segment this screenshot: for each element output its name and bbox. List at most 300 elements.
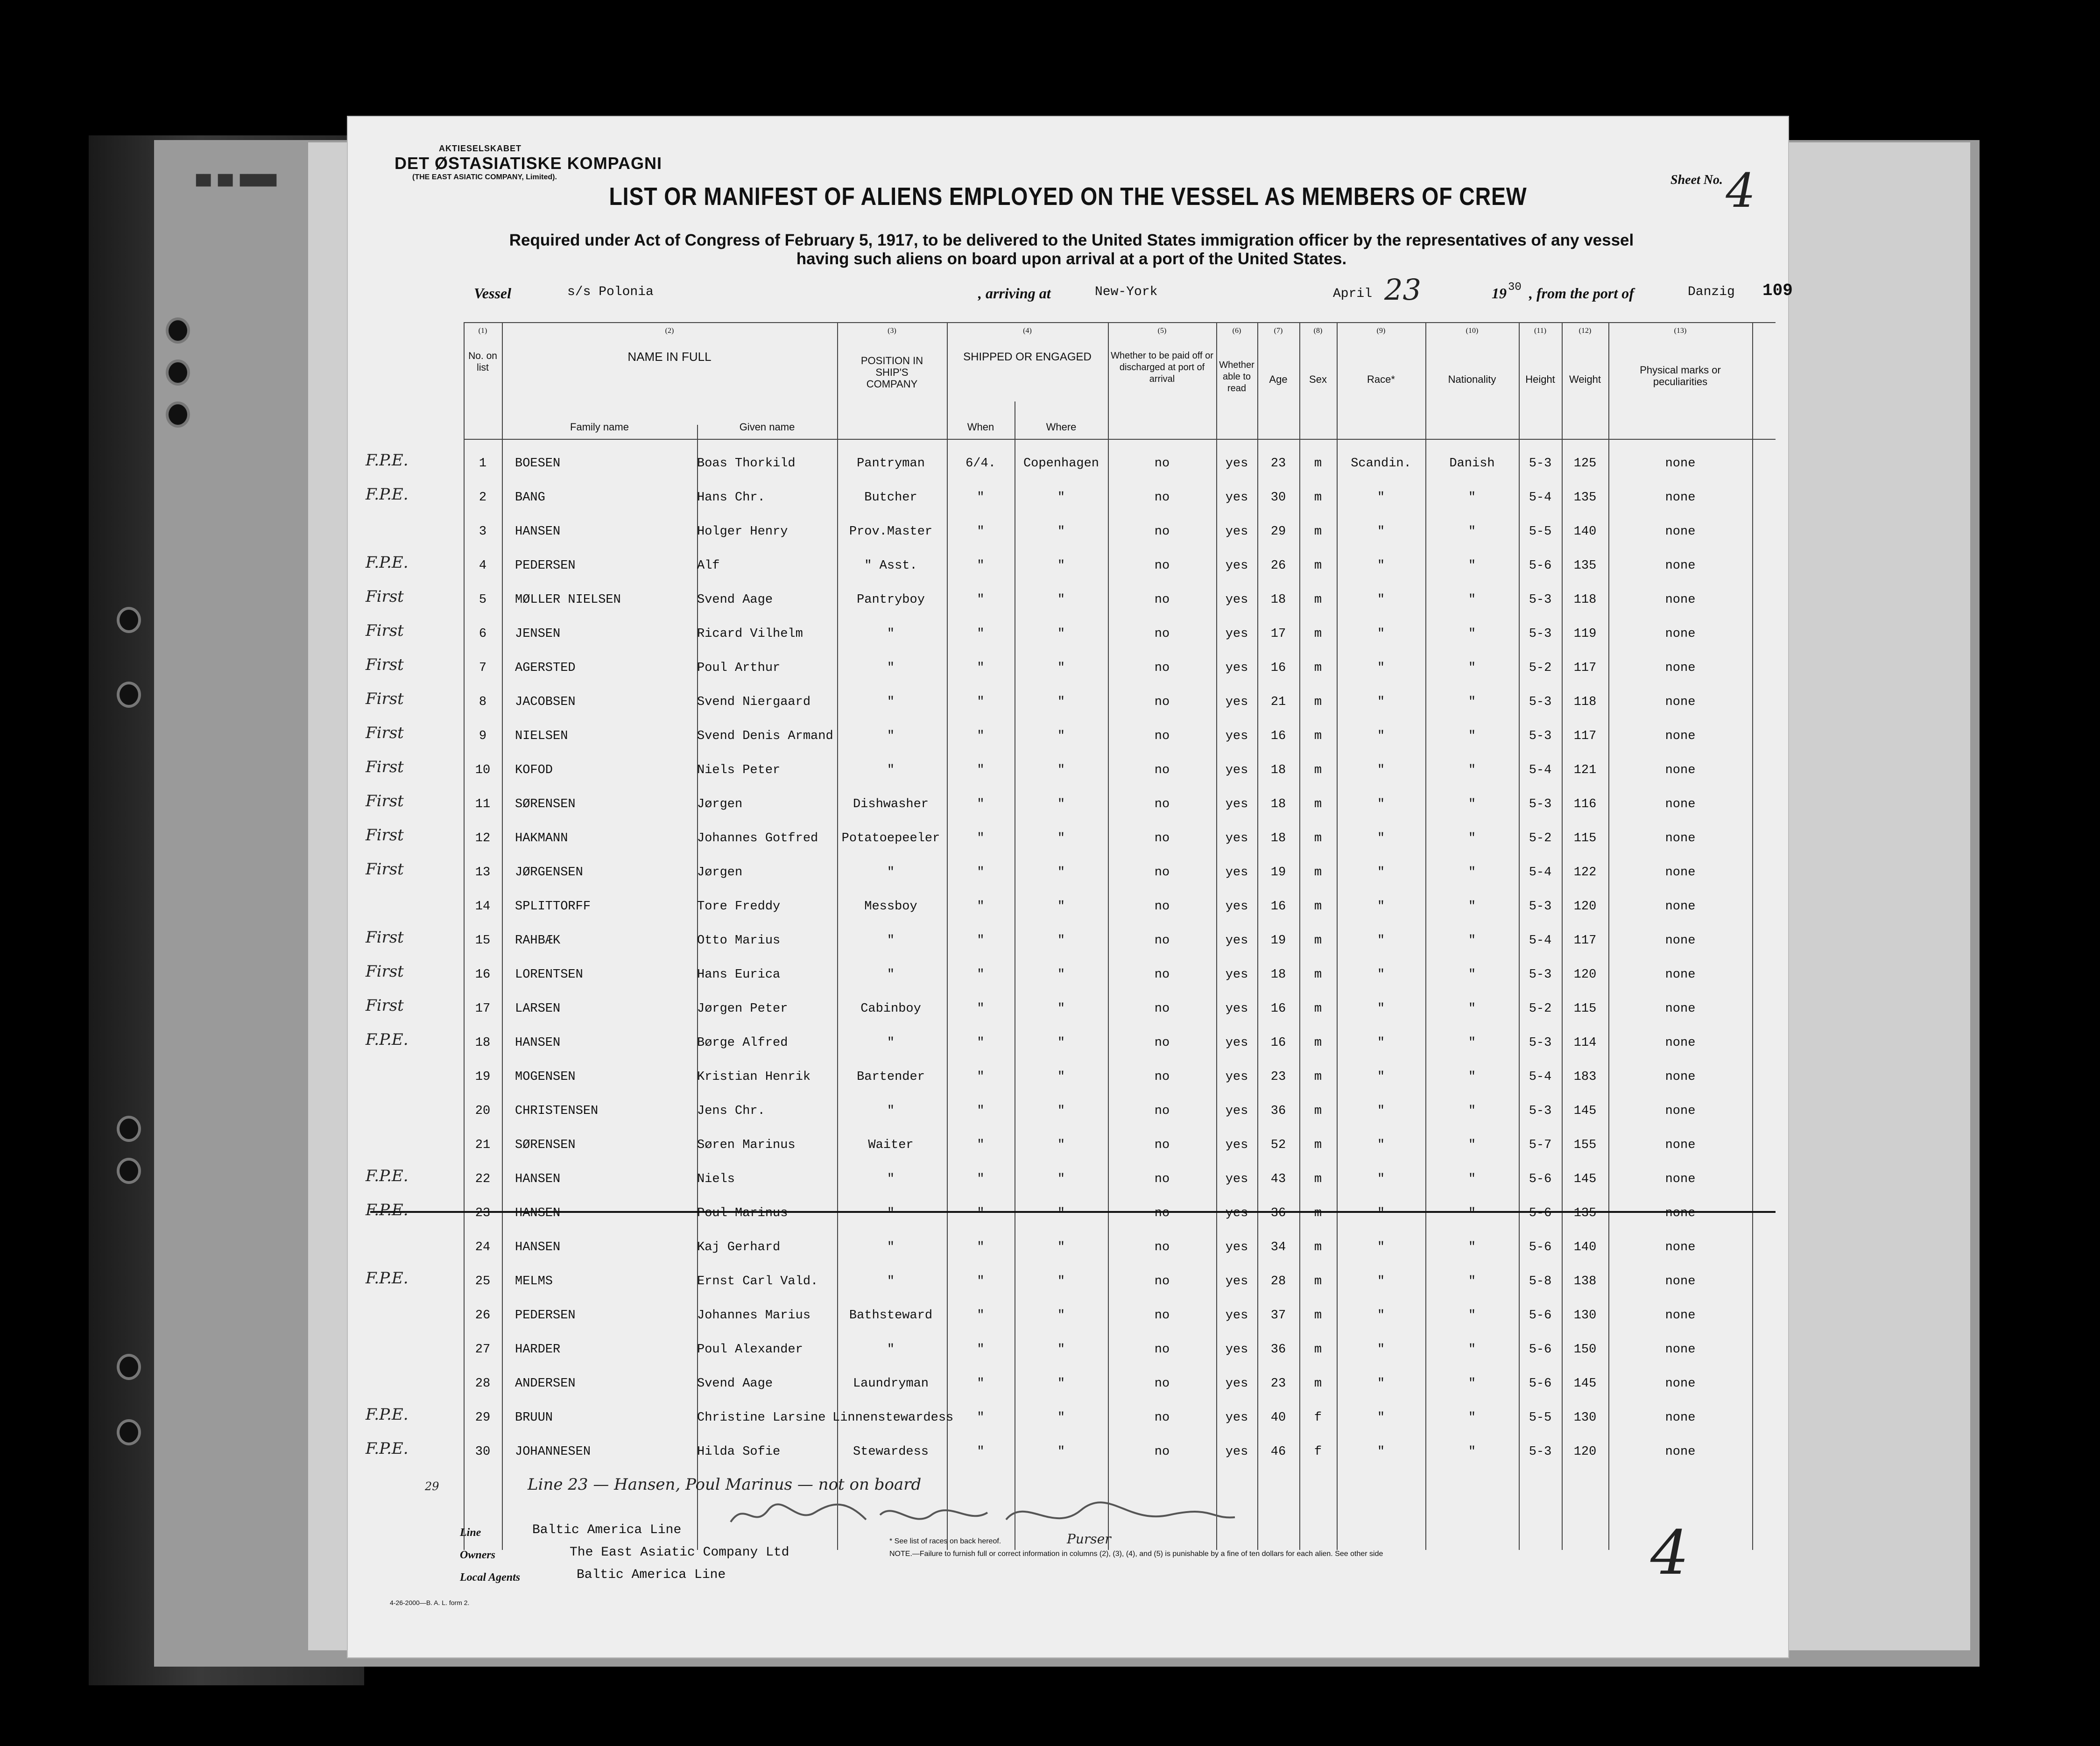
race: " [1377, 1002, 1385, 1016]
race: " [1377, 729, 1385, 743]
race: " [1377, 559, 1385, 573]
position: Laundryman [853, 1377, 929, 1391]
binder-hole [117, 607, 141, 633]
weight: 145 [1573, 1377, 1597, 1391]
crew-row [464, 1092, 1776, 1126]
crew-row [366, 819, 1776, 853]
shipped-when: " [977, 866, 985, 880]
shipped-when: " [977, 1036, 985, 1050]
position: Dishwasher [853, 797, 929, 811]
height: 5-4 [1529, 934, 1552, 948]
page-mark: 4 [1650, 1517, 1689, 1588]
nationality: " [1468, 593, 1476, 607]
margin-annotation: F.P.E. [366, 1269, 409, 1288]
height: 5-6 [1529, 1377, 1552, 1391]
height: 5-3 [1529, 968, 1552, 982]
row-number: 2 [479, 491, 487, 505]
position: " [887, 1104, 895, 1118]
paid-off: no [1154, 525, 1170, 539]
paid-off: no [1154, 1206, 1170, 1220]
able-to-read: yes [1225, 831, 1248, 845]
column-number: (1) [478, 327, 487, 335]
nationality: " [1468, 1172, 1476, 1186]
given-name: Ernst Carl Vald. [697, 1274, 818, 1288]
row-number: 13 [475, 866, 491, 880]
paid-off: no [1154, 1343, 1170, 1357]
able-to-read: yes [1225, 491, 1248, 505]
paid-off: no [1154, 934, 1170, 948]
position: Stewardess [853, 1445, 929, 1459]
sex: m [1314, 866, 1322, 880]
weight: 120 [1573, 968, 1597, 982]
position: " [887, 695, 895, 709]
shipped-where: " [1057, 491, 1065, 505]
nationality: " [1468, 831, 1476, 845]
family-name: MØLLER NIELSEN [515, 593, 621, 607]
sex: m [1314, 1172, 1322, 1186]
vessel-name: s/s Polonia [567, 285, 654, 299]
weight: 122 [1573, 866, 1597, 880]
crew-row [366, 1399, 1776, 1433]
header-position: POSITION IN SHIP'S COMPANY [860, 355, 923, 390]
height: 5-2 [1529, 831, 1552, 845]
paid-off: no [1154, 1309, 1170, 1323]
able-to-read: yes [1225, 457, 1248, 471]
binder-hole [117, 1354, 141, 1380]
position: Butcher [864, 491, 917, 505]
weight: 117 [1573, 729, 1597, 743]
margin-annotation: First [366, 996, 404, 1015]
binder-hole [166, 401, 190, 428]
position: " [887, 1172, 895, 1186]
race: " [1377, 593, 1385, 607]
physical-marks: none [1665, 968, 1696, 982]
row-number: 11 [475, 797, 491, 811]
shipped-when: " [977, 1138, 985, 1152]
column-number: (13) [1674, 327, 1687, 335]
position: " [887, 1036, 895, 1050]
race: " [1377, 1104, 1385, 1118]
shipped-where: " [1057, 900, 1065, 914]
physical-marks: none [1665, 491, 1696, 505]
shipped-when: " [977, 525, 985, 539]
race: " [1377, 1036, 1385, 1050]
weight: 183 [1573, 1070, 1597, 1084]
physical-marks: none [1665, 1138, 1696, 1152]
crew-row [366, 547, 1776, 581]
header-height: Height [1525, 373, 1555, 385]
able-to-read: yes [1225, 1206, 1248, 1220]
physical-marks: none [1665, 1206, 1696, 1220]
able-to-read: yes [1225, 1070, 1248, 1084]
physical-marks: none [1665, 1411, 1696, 1425]
age: 16 [1270, 1002, 1286, 1016]
age: 18 [1270, 831, 1286, 845]
arrival-day: 23 [1384, 273, 1421, 307]
sex: m [1314, 797, 1322, 811]
given-name: Svend Aage [697, 593, 773, 607]
able-to-read: yes [1225, 627, 1248, 641]
weight: 135 [1573, 559, 1597, 573]
able-to-read: yes [1225, 1240, 1248, 1254]
race: " [1377, 1343, 1385, 1357]
physical-marks: none [1665, 525, 1696, 539]
arrival-month: April [1333, 287, 1373, 301]
weight: 116 [1573, 797, 1597, 811]
paid-off: no [1154, 1070, 1170, 1084]
sex: m [1314, 763, 1322, 777]
paid-off: no [1154, 763, 1170, 777]
nationality: " [1468, 1002, 1476, 1016]
family-name: HANSEN [515, 525, 561, 539]
paid-off: no [1154, 900, 1170, 914]
margin-annotation: First [366, 621, 404, 640]
family-name: SØRENSEN [515, 797, 576, 811]
shipped-where: " [1057, 1206, 1065, 1220]
height: 5-2 [1529, 661, 1552, 675]
age: 16 [1270, 661, 1286, 675]
race: " [1377, 866, 1385, 880]
shipped-where: " [1057, 831, 1065, 845]
header-sex: Sex [1309, 373, 1327, 385]
weight: 135 [1573, 1206, 1597, 1220]
shipped-where: " [1057, 559, 1065, 573]
age: 16 [1270, 729, 1286, 743]
age: 18 [1270, 797, 1286, 811]
age: 36 [1270, 1206, 1286, 1220]
row-number: 26 [475, 1309, 491, 1323]
margin-annotation: First [366, 860, 404, 879]
race: " [1377, 695, 1385, 709]
height: 5-4 [1529, 1070, 1552, 1084]
paid-off: no [1154, 866, 1170, 880]
margin-annotation: First [366, 690, 404, 708]
race: " [1377, 661, 1385, 675]
race: " [1377, 831, 1385, 845]
height: 5-5 [1529, 1411, 1552, 1425]
shipped-when: " [977, 1172, 985, 1186]
shipped-where: " [1057, 1240, 1065, 1254]
age: 21 [1270, 695, 1286, 709]
nationality: " [1468, 797, 1476, 811]
shipped-when: " [977, 1206, 985, 1220]
race: " [1377, 1411, 1385, 1425]
physical-marks: none [1665, 797, 1696, 811]
shipped-where: " [1057, 1343, 1065, 1357]
margin-annotation: F.P.E. [366, 1030, 409, 1049]
nationality: " [1468, 729, 1476, 743]
margin-annotation: First [366, 792, 404, 810]
header-age: Age [1269, 373, 1288, 385]
weight: 121 [1573, 763, 1597, 777]
race: " [1377, 1445, 1385, 1459]
crew-row [464, 887, 1776, 922]
row-number: 20 [475, 1104, 491, 1118]
sex: m [1314, 491, 1322, 505]
given-name: Jørgen [697, 866, 743, 880]
shipped-where: " [1057, 1104, 1065, 1118]
shipped-where: " [1057, 1309, 1065, 1323]
page-number: 109 [1762, 281, 1793, 300]
physical-marks: none [1665, 1274, 1696, 1288]
annotation-count: 29 [425, 1480, 439, 1493]
given-name: Ricard Vilhelm [697, 627, 803, 641]
weight: 118 [1573, 695, 1597, 709]
shipped-where: " [1057, 1377, 1065, 1391]
given-name: Niels Peter [697, 763, 781, 777]
age: 36 [1270, 1343, 1286, 1357]
height: 5-3 [1529, 729, 1552, 743]
weight: 130 [1573, 1411, 1597, 1425]
crew-row [464, 513, 1776, 547]
age: 23 [1270, 1377, 1286, 1391]
able-to-read: yes [1225, 729, 1248, 743]
able-to-read: yes [1225, 1172, 1248, 1186]
binder-hole [166, 317, 190, 344]
crew-row [464, 1058, 1776, 1092]
races-note: * See list of races on back hereof. [889, 1537, 1001, 1545]
paid-off: no [1154, 1138, 1170, 1152]
able-to-read: yes [1225, 797, 1248, 811]
requirement-text: Required under Act of Congress of February 5, 1917, to be delivered to the United States immigration officer by the representatives of any vessel having such aliens on board upon arrival at a port of the United States. [509, 231, 1634, 268]
family-name: CHRISTENSEN [515, 1104, 599, 1118]
binder-hole [117, 1116, 141, 1142]
shipped-when: " [977, 627, 985, 641]
height: 5-3 [1529, 457, 1552, 471]
column-number: (9) [1376, 327, 1386, 335]
able-to-read: yes [1225, 900, 1248, 914]
row-number: 21 [475, 1138, 491, 1152]
column-number: (6) [1232, 327, 1241, 335]
row-number: 1 [479, 457, 487, 471]
shipped-when: " [977, 1309, 985, 1323]
arriving-port: New-York [1095, 285, 1158, 299]
weight: 135 [1573, 491, 1597, 505]
crew-row [464, 1365, 1776, 1399]
crew-row [366, 956, 1776, 990]
sex: m [1314, 968, 1322, 982]
able-to-read: yes [1225, 559, 1248, 573]
family-name: BANG [515, 491, 545, 505]
back-sheet-label: ▇▇ ▇▇ ▇▇▇▇▇ [196, 173, 277, 187]
crew-row [366, 683, 1776, 717]
physical-marks: none [1665, 593, 1696, 607]
age: 46 [1270, 1445, 1286, 1459]
company-prefix: AKTIESELSKABET [439, 144, 522, 153]
crew-row [366, 1024, 1776, 1058]
race: " [1377, 763, 1385, 777]
crew-row [366, 649, 1776, 683]
weight: 119 [1573, 627, 1597, 641]
position: Pantryboy [857, 593, 925, 607]
nationality: " [1468, 968, 1476, 982]
able-to-read: yes [1225, 763, 1248, 777]
row-number: 9 [479, 729, 487, 743]
sex: f [1314, 1411, 1322, 1425]
shipped-when: " [977, 831, 985, 845]
sex: m [1314, 1070, 1322, 1084]
crew-row [366, 853, 1776, 887]
paid-off: no [1154, 457, 1170, 471]
header-weight: Weight [1569, 373, 1601, 385]
row-number: 25 [475, 1274, 491, 1288]
margin-annotation: First [366, 758, 404, 776]
position: Linnenstewardess [832, 1411, 954, 1425]
position: Waiter [868, 1138, 914, 1152]
sex: m [1314, 900, 1322, 914]
header-physical-marks: Physical marks or peculiarities [1640, 364, 1721, 387]
column-number: (4) [1023, 327, 1032, 335]
company-header [395, 144, 662, 182]
physical-marks: none [1665, 934, 1696, 948]
paid-off: no [1154, 1002, 1170, 1016]
shipped-when: " [977, 968, 985, 982]
shipped-when: " [977, 1411, 985, 1425]
shipped-when: " [977, 1445, 985, 1459]
margin-annotation: F.P.E. [366, 1405, 409, 1424]
physical-marks: none [1665, 559, 1696, 573]
given-name: Boas Thorkild [697, 457, 796, 471]
shipped-where: " [1057, 968, 1065, 982]
nationality: " [1468, 1377, 1476, 1391]
row-number: 12 [475, 831, 491, 845]
sex: m [1314, 661, 1322, 675]
nationality: " [1468, 695, 1476, 709]
company-name: DET ØSTASIATISKE KOMPAGNI [395, 154, 662, 173]
able-to-read: yes [1225, 1445, 1248, 1459]
physical-marks: none [1665, 1377, 1696, 1391]
vessel-line [474, 273, 1793, 307]
sheet-number-value: 4 [1726, 163, 1755, 218]
given-name: Tore Freddy [697, 900, 781, 914]
weight: 130 [1573, 1309, 1597, 1323]
race: " [1377, 1274, 1385, 1288]
position: " [887, 968, 895, 982]
shipped-where: " [1057, 763, 1065, 777]
shipped-where: " [1057, 627, 1065, 641]
position: Prov.Master [849, 525, 933, 539]
height: 5-4 [1529, 763, 1552, 777]
race: " [1377, 1172, 1385, 1186]
race: " [1377, 525, 1385, 539]
header-shipped: SHIPPED OR ENGAGED [963, 351, 1092, 363]
able-to-read: yes [1225, 968, 1248, 982]
physical-marks: none [1665, 1343, 1696, 1357]
company-english-name: (THE EAST ASIATIC COMPANY, Limited). [412, 173, 557, 181]
crew-row [366, 581, 1776, 615]
sex: m [1314, 1343, 1322, 1357]
height: 5-3 [1529, 593, 1552, 607]
physical-marks: none [1665, 457, 1696, 471]
family-name: HARDER [515, 1343, 561, 1357]
sex: m [1314, 695, 1322, 709]
sex: m [1314, 559, 1322, 573]
race: " [1377, 627, 1385, 641]
sex: m [1314, 934, 1322, 948]
sex: m [1314, 1104, 1322, 1118]
given-name: Børge Alfred [697, 1036, 788, 1050]
given-name: Svend Aage [697, 1377, 773, 1391]
age: 17 [1270, 627, 1286, 641]
margin-annotation: F.P.E. [366, 1439, 409, 1458]
given-name: Svend Niergaard [697, 695, 811, 709]
weight: 150 [1573, 1343, 1597, 1357]
header-when: When [967, 421, 994, 433]
shipped-when: 6/4. [965, 457, 996, 471]
able-to-read: yes [1225, 1274, 1248, 1288]
position: " [887, 1240, 895, 1254]
crew-row [366, 785, 1776, 819]
sex: m [1314, 1138, 1322, 1152]
crew-row [366, 717, 1776, 751]
shipped-where: " [1057, 934, 1065, 948]
family-name: BOESEN [515, 457, 561, 471]
position: " [887, 729, 895, 743]
family-name: HAKMANN [515, 831, 568, 845]
physical-marks: none [1665, 1172, 1696, 1186]
given-name: Poul Marinus [697, 1206, 788, 1220]
header-nationality: Nationality [1448, 373, 1496, 385]
column-number: (2) [665, 327, 674, 335]
crew-row [366, 615, 1776, 649]
height: 5-7 [1529, 1138, 1552, 1152]
shipped-where: " [1057, 866, 1065, 880]
given-name: Hilda Sofie [697, 1445, 781, 1459]
crew-row [366, 1433, 1776, 1467]
year-suffix: 30 [1508, 281, 1522, 294]
able-to-read: yes [1225, 593, 1248, 607]
given-name: Christine Larsine [697, 1411, 826, 1425]
shipped-where: " [1057, 729, 1065, 743]
race: Scandin. [1351, 457, 1411, 471]
arriving-label: , arriving at [978, 285, 1051, 302]
physical-marks: none [1665, 627, 1696, 641]
manifest-sheet [348, 117, 1793, 1657]
nationality: " [1468, 1343, 1476, 1357]
footer-agents-label: Local Agents [460, 1571, 521, 1584]
weight: 114 [1573, 1036, 1597, 1050]
age: 36 [1270, 1104, 1286, 1118]
row-number: 16 [475, 968, 491, 982]
weight: 115 [1573, 1002, 1597, 1016]
crew-row [464, 1296, 1776, 1331]
margin-annotation: First [366, 655, 404, 674]
height: 5-3 [1529, 1104, 1552, 1118]
family-name: LARSEN [515, 1002, 561, 1016]
height: 5-4 [1529, 491, 1552, 505]
family-name: JOHANNESEN [515, 1445, 591, 1459]
race: " [1377, 797, 1385, 811]
footer-owners-value: The East Asiatic Company Ltd [570, 1545, 789, 1560]
column-number: (8) [1313, 327, 1323, 335]
column-number: (7) [1274, 327, 1283, 335]
paid-off: no [1154, 831, 1170, 845]
able-to-read: yes [1225, 1309, 1248, 1323]
height: 5-3 [1529, 1036, 1552, 1050]
physical-marks: none [1665, 1002, 1696, 1016]
crew-row [366, 1160, 1776, 1194]
shipped-when: " [977, 661, 985, 675]
height: 5-3 [1529, 900, 1552, 914]
physical-marks: none [1665, 729, 1696, 743]
family-name: SØRENSEN [515, 1138, 576, 1152]
sheet-number-label: Sheet No. [1670, 173, 1723, 187]
family-name: MELMS [515, 1274, 553, 1288]
paid-off: no [1154, 1445, 1170, 1459]
race: " [1377, 1138, 1385, 1152]
age: 18 [1270, 968, 1286, 982]
paid-off: no [1154, 1172, 1170, 1186]
